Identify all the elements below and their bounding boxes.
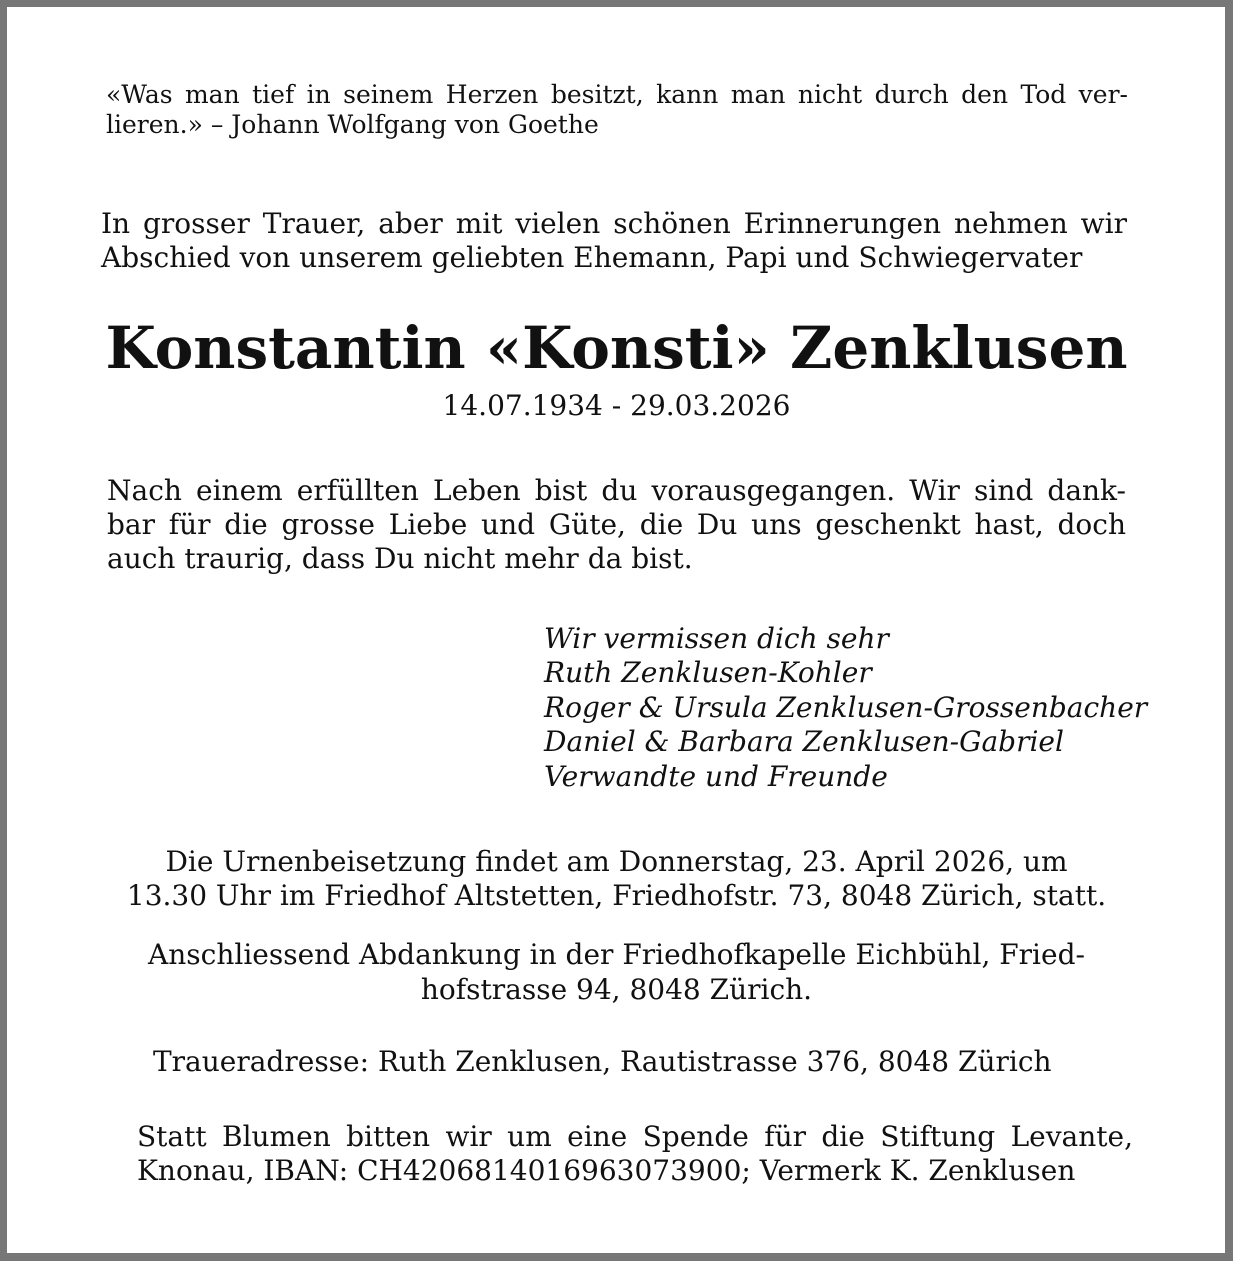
ceremony-line-1: Die Urnenbeisetzung findet am Donnerstag, 23. April 2026, um (165, 845, 1068, 878)
mourner-line: Wir vermissen dich sehr (544, 622, 889, 655)
deceased-dates: 14.07.1934 - 29.03.2026 (442, 389, 791, 422)
donation-line-1: Statt Blumen bitten wir um eine Spende für die Stiftung Levante, (137, 1120, 1133, 1153)
mourner-line: Ruth Zenklusen-Kohler (544, 656, 872, 689)
mourner-line: Verwandte und Freunde (544, 760, 888, 793)
deceased-name: Konstantin «Konsti» Zenklusen (105, 314, 1128, 382)
intro-line-2: Abschied von unserem geliebten Ehemann, Papi und Schwiegervater (101, 241, 1083, 274)
service-line-1: Anschliessend Abdankung in der Friedhofkapelle Eichbühl, Fried- (148, 938, 1085, 971)
ceremony-line-2: 13.30 Uhr im Friedhof Altstetten, Friedhofstr. 73, 8048 Zürich, statt. (126, 879, 1107, 912)
message-line-2: bar für die grosse Liebe und Güte, die Du uns geschenkt hast, doch (107, 508, 1126, 541)
intro-line-1: In grosser Trauer, aber mit vielen schönen Erinnerungen nehmen wir (101, 207, 1127, 240)
mourning-address: Traueradresse: Ruth Zenklusen, Rautistrasse 376, 8048 Zürich (153, 1045, 1052, 1078)
donation-line-2: Knonau, IBAN: CH4206814016963073900; Vermerk K. Zenklusen (137, 1154, 1076, 1187)
service-line-2: hofstrasse 94, 8048 Zürich. (420, 973, 813, 1006)
message-line-1: Nach einem erfüllten Leben bist du vorausgegangen. Wir sind dank- (107, 474, 1126, 507)
mourner-line: Daniel & Barbara Zenklusen-Gabriel (544, 725, 1064, 758)
quote-line-2: lieren.» – Johann Wolfgang von Goethe (106, 110, 599, 139)
message-line-3: auch traurig, dass Du nicht mehr da bist. (107, 542, 693, 575)
quote-line-1: «Was man tief in seinem Herzen besitzt, kann man nicht durch den Tod ver- (106, 80, 1128, 109)
mourner-line: Roger & Ursula Zenklusen-Grossenbacher (544, 691, 1148, 724)
